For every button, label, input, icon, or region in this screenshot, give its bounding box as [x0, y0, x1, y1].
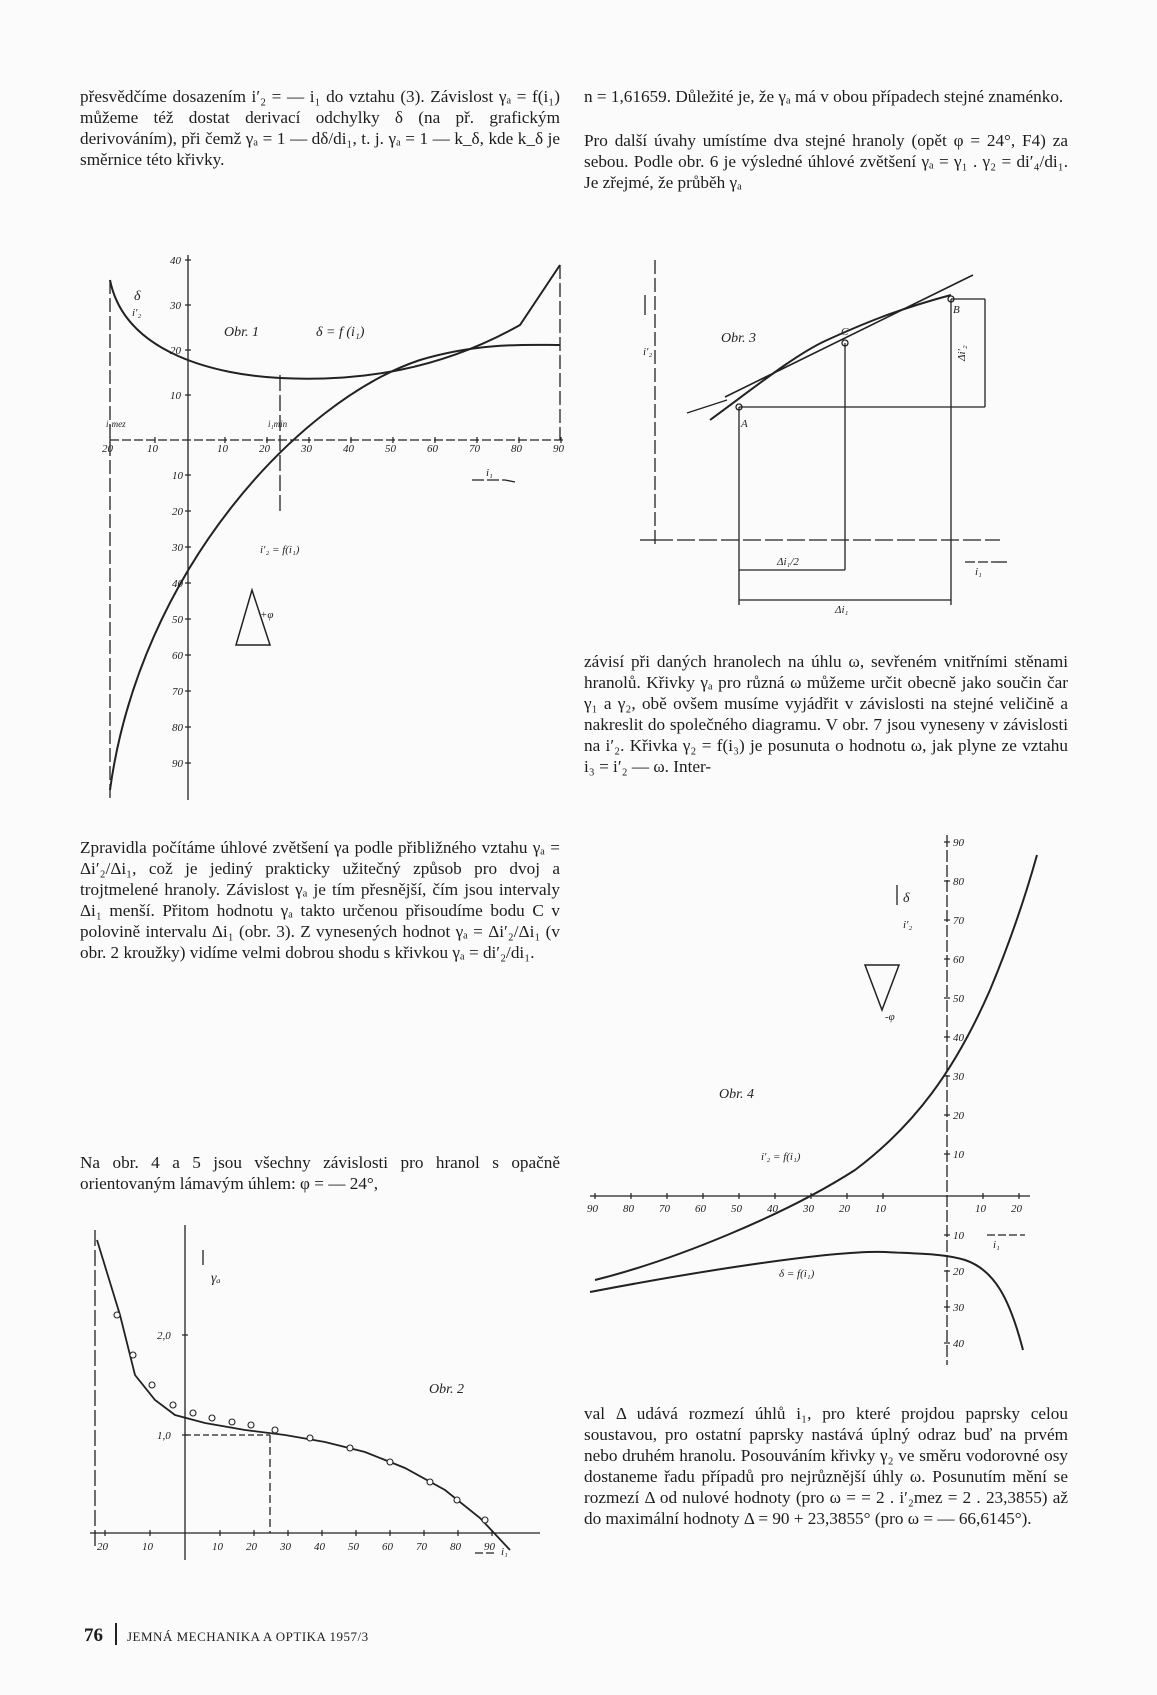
fig4-x-axis-label: i₁: [993, 1239, 1000, 1251]
fig2-y-axis-label: γₐ: [211, 1271, 221, 1286]
fig1-y-axis-label-2: i′₂: [132, 307, 142, 319]
fig3-point-a: A: [741, 418, 748, 430]
fig4-y-axis-label: δ: [903, 891, 910, 906]
figure-4: [585, 830, 1065, 1370]
fig2-x-tick-label: 10: [212, 1541, 223, 1553]
fig2-x-tick-label: 20: [246, 1541, 257, 1553]
fig1-x-axis-label: i₁: [486, 467, 493, 479]
figure-2: [85, 1220, 565, 1600]
fig4-x-tick-label: 10: [875, 1203, 886, 1215]
fig1-x-tick-label: 30: [301, 443, 312, 455]
fig4-y-tick-label: 40: [953, 1032, 964, 1044]
fig4-x-tick-label: 20: [839, 1203, 850, 1215]
left-column-middle-2: Na obr. 4 a 5 jsou všechny závislosti pro hranol s opačně orientovaným lámavým úhlem: φ = — 24°,: [80, 1153, 560, 1193]
fig2-x-tick-label: 80: [450, 1541, 461, 1553]
fig1-y-tick-label: 80: [172, 722, 183, 734]
right-column-top: n = 1,61659. Důležité je, že γₐ má v obou případech stejné znaménko.: [584, 87, 1064, 106]
fig1-y-tick-label: 20: [170, 345, 181, 357]
fig1-y-tick-label: 10: [170, 390, 181, 402]
fig3-delta-i2: Δi′₂: [956, 345, 968, 361]
fig2-data-point: [149, 1382, 155, 1388]
fig4-x-tick-label: 90: [587, 1203, 598, 1215]
fig4-x-tick-label: 30: [803, 1203, 814, 1215]
fig2-x-tick-label: 50: [348, 1541, 359, 1553]
fig4-y-tick-label: 60: [953, 954, 964, 966]
fig1-x-tick-label: 70: [469, 443, 480, 455]
fig1-delta-curve-label: δ = f (i₁): [316, 325, 365, 340]
fig3-point-b: B: [953, 304, 960, 316]
fig2-data-point: [347, 1445, 353, 1451]
fig3-point-c: C: [841, 326, 849, 338]
fig2-data-point: [307, 1435, 313, 1441]
fig2-x-tick-label: 60: [382, 1541, 393, 1553]
fig4-y-tick-label: 10: [953, 1149, 964, 1161]
fig2-data-point: [170, 1402, 176, 1408]
fig4-y-tick-label: 20: [953, 1266, 964, 1278]
fig2-data-point: [454, 1497, 460, 1503]
fig4-x-tick-label: 20: [1011, 1203, 1022, 1215]
fig2-data-point: [114, 1312, 120, 1318]
fig1-y-tick-label: 30: [170, 300, 181, 312]
fig1-x-tick-label: 60: [427, 443, 438, 455]
fig2-data-point: [248, 1422, 254, 1428]
fig2-x-tick-label: 10: [142, 1541, 153, 1553]
journal-name: JEMNÁ MECHANIKA A OPTIKA 1957/3: [127, 1629, 369, 1644]
fig1-y-tick-label: 40: [170, 255, 181, 267]
left-column-top: přesvědčíme dosazením i′₂ = — i₁ do vztahu (3). Závislost γₐ = f(i₁) můžeme též dostat derivací odchylky δ (na př. grafickým derivováním), při čemž γₐ = 1 — dδ/di₁, t. j. γₐ = 1 — k_δ, kde k_δ je směrnice této křivky.: [80, 87, 560, 169]
fig2-data-point: [272, 1427, 278, 1433]
fig2-data-point: [427, 1479, 433, 1485]
fig1-x-tick-label: 50: [385, 443, 396, 455]
fig1-imez-label: i₁mez: [106, 419, 126, 429]
right-column-bottom: val Δ udává rozmezí úhlů i₁, pro které projdou paprsky celou soustavou, pro ostatní paprsky nastává úplný odraz buď na prvém nebo druhém hranolu. Posouváním křivky γ₂ ve směru vodorovné osy dostaneme řadu případů pro nejrůznější úhly ω. Posunutím mění se rozmezí Δ od nulové hodnoty (pro ω = = 2 . i′₂mez = 2 . 23,3855) až do maximální hodnoty Δ = 90 + 23,3855° (pro ω = — 66,6145°).: [584, 1404, 1068, 1528]
fig4-x-tick-label: 40: [767, 1203, 778, 1215]
figure-3: [635, 255, 1035, 615]
figure-1: [100, 250, 580, 810]
fig1-x-tick-label: 40: [343, 443, 354, 455]
fig4-phi-label: -φ: [885, 1011, 895, 1023]
fig3-x-axis-label: i₁: [975, 566, 982, 578]
fig1-x-tick-label: 10: [217, 443, 228, 455]
fig2-data-point: [229, 1419, 235, 1425]
fig2-y-tick-label: 1,0: [157, 1430, 171, 1442]
fig4-y-tick-label: 10: [953, 1230, 964, 1242]
fig4-x-tick-label: 80: [623, 1203, 634, 1215]
fig3-y-axis-label: i′₂: [643, 346, 653, 358]
fig2-x-tick-label: 90: [484, 1541, 495, 1553]
fig1-y-tick-label: 30: [172, 542, 183, 554]
fig4-y-tick-label: 50: [953, 993, 964, 1005]
fig4-x-tick-label: 10: [975, 1203, 986, 1215]
fig2-y-tick-label: 2,0: [157, 1330, 171, 1342]
fig2-x-tick-label: 30: [280, 1541, 291, 1553]
page-number: 76: [84, 1625, 103, 1646]
fig4-y-tick-label: 30: [953, 1071, 964, 1083]
fig1-y-tick-label: 20: [172, 506, 183, 518]
fig3-half-delta-i1: Δi₁/2: [777, 556, 799, 568]
fig4-y-axis-label-2: i′₂: [903, 919, 913, 931]
fig1-imin-label: i₁min: [268, 419, 288, 429]
fig2-x-tick-label: 40: [314, 1541, 325, 1553]
footer-divider: [115, 1623, 117, 1645]
fig1-x-tick-label: 10: [147, 443, 158, 455]
fig3-caption: Obr. 3: [721, 331, 757, 346]
fig4-i2-curve-label: i′₂ = f(i₁): [761, 1151, 801, 1163]
fig1-x-tick-label: 90: [553, 443, 564, 455]
fig1-i2-curve-label: i′₂ = f(i₁): [260, 544, 300, 556]
fig2-caption: Obr. 2: [429, 1382, 465, 1397]
fig1-x-tick-label: 20: [259, 443, 270, 455]
fig1-phi-label: +φ: [260, 609, 274, 621]
fig4-x-tick-label: 50: [731, 1203, 742, 1215]
fig2-x-tick-label: 70: [416, 1541, 427, 1553]
fig4-y-tick-label: 70: [953, 915, 964, 927]
fig4-x-tick-label: 60: [695, 1203, 706, 1215]
fig2-data-point: [387, 1459, 393, 1465]
fig1-y-tick-label: 50: [172, 614, 183, 626]
fig4-y-tick-label: 40: [953, 1338, 964, 1350]
left-column-middle: Zpravidla počítáme úhlové zvětšení γa podle přibližného vztahu γₐ = Δi′₂/Δi₁, což je jediný prakticky užitečný způsob pro dvoj a trojtmelené hranoly. Závislost γₐ je tím přesnější, čím jsou intervaly Δi₁ menší. Přitom hodnotu γₐ takto určenou přisoudíme bodu C v polovině intervalu Δi₁ (obr. 3). Z vynesených hodnot γₐ = Δi′₂/Δi₁ (v obr. 2 kroužky) vidíme velmi dobrou shodu s křivkou γₐ = di′₂/di₁.: [80, 838, 560, 962]
fig2-x-axis-label: i₁: [501, 1546, 508, 1558]
fig1-y-tick-label: 90: [172, 758, 183, 770]
fig1-caption: Obr. 1: [224, 325, 260, 340]
fig4-y-tick-label: 80: [953, 876, 964, 888]
fig2-data-point: [209, 1415, 215, 1421]
right-column-top-2: Pro další úvahy umístíme dva stejné hranoly (opět φ = 24°, F4) za sebou. Podle obr. 6 je výsledné úhlové zvětšení γₐ = γ₁ . γ₂ = di′₄/di₁. Je zřejmé, že průběh γₐ: [584, 131, 1068, 192]
fig1-x-tick-label: 20: [102, 443, 113, 455]
fig4-x-tick-label: 70: [659, 1203, 670, 1215]
fig1-y-tick-label: 40: [172, 578, 183, 590]
fig3-delta-i1: Δi₁: [835, 604, 849, 616]
fig4-delta-curve-label: δ = f(i₁): [779, 1268, 815, 1280]
page-footer: [84, 1623, 369, 1647]
fig1-y-tick-label: 60: [172, 650, 183, 662]
fig4-caption: Obr. 4: [719, 1087, 755, 1102]
right-column-middle: závisí při daných hranolech na úhlu ω, sevřeném vnitřními stěnami hranolů. Křivky γₐ pro různá ω můžeme určit obecně jako součin čar γ₁ a γ₂, obě ovšem musíme vyjádřit v závislosti na stejné veličině a nakreslit do společného diagramu. V obr. 7 jsou vyneseny v závislosti na i′₂. Křivka γ₂ = f(i₃) je posunuta o hodnotu ω, jak plyne ze vztahu i₃ = i′₂ — ω. Inter-: [584, 652, 1068, 776]
fig1-y-tick-label: 70: [172, 686, 183, 698]
fig4-y-tick-label: 20: [953, 1110, 964, 1122]
fig1-x-tick-label: 80: [511, 443, 522, 455]
fig4-y-tick-label: 30: [953, 1302, 964, 1314]
fig2-data-point: [190, 1410, 196, 1416]
fig4-y-tick-label: 90: [953, 837, 964, 849]
fig2-data-point: [482, 1517, 488, 1523]
fig1-y-tick-label: 10: [172, 470, 183, 482]
fig2-x-tick-label: 20: [97, 1541, 108, 1553]
fig2-data-point: [130, 1352, 136, 1358]
fig1-y-axis-label: δ: [134, 289, 141, 304]
